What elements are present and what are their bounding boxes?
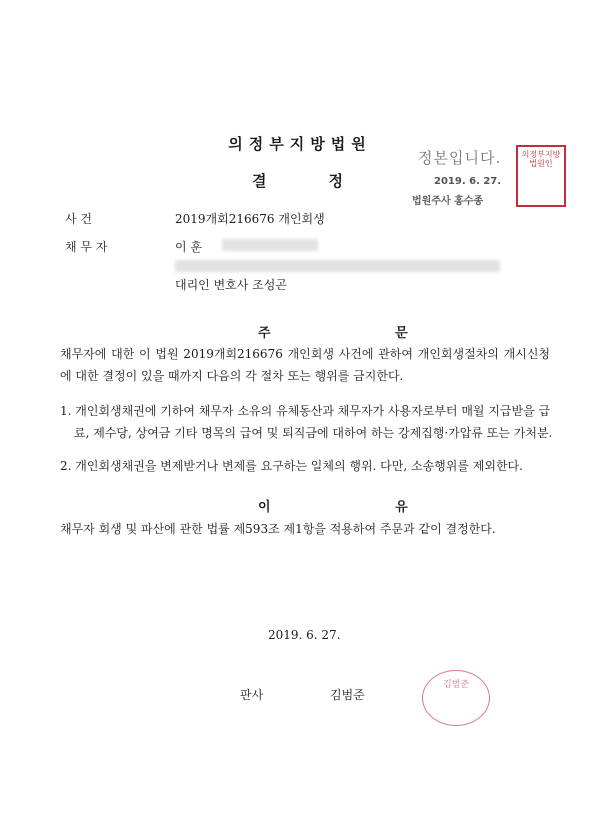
document-title: 결정 (252, 172, 405, 190)
court-name: 의정부지방법원 (228, 135, 372, 153)
case-label: 사 건 (65, 212, 92, 226)
judge-seal: 김범준 (422, 670, 490, 726)
debtor-label: 채 무 자 (65, 240, 108, 254)
certification-stamp: 정본입니다. (418, 149, 502, 167)
order-item-2: 2. 개인회생채권을 변제받거나 변제를 요구하는 일체의 행위. 다만, 소송행위를 제외한다. (60, 459, 523, 473)
debtor-name: 이 훈 (175, 240, 202, 254)
reason-text: 채무자 회생 및 파산에 관한 법률 제593조 제1항을 적용하여 주문과 같이 결정한다. (60, 522, 496, 536)
judge-name: 김범준 (330, 688, 365, 702)
judge-title: 판사 (240, 688, 264, 702)
redacted-name (222, 239, 318, 251)
reason-heading: 이 유 (258, 500, 468, 515)
certification-date: 2019. 6. 27. (434, 176, 502, 187)
order-heading: 주 문 (258, 326, 468, 341)
debtor-agent: 대리인 변호사 조성곤 (175, 278, 287, 292)
court-seal: 의정부지방법원인 (516, 145, 566, 207)
certification-clerk: 법원주사 홍수종 (412, 196, 484, 207)
redacted-address (175, 260, 500, 272)
case-value: 2019개회216676 개인회생 (175, 212, 325, 226)
decision-date: 2019. 6. 27. (268, 628, 341, 642)
order-item-1: 1. 개인회생채권에 기하여 채무자 소유의 유체동산과 채무자가 사용자로부터 매월 지급받을 급료, 제수당, 상여금 기타 명목의 급여 및 퇴직금에 대하여 하는 강제집행·가압류 또는 가처분. (60, 404, 553, 440)
order-intro: 채무자에 대한 이 법원 2019개회216676 개인회생 사건에 관하여 개인회생절차의 개시신청에 대한 결정이 있을 때까지 다음의 각 절차 또는 행위를 금지한다. (60, 347, 550, 383)
